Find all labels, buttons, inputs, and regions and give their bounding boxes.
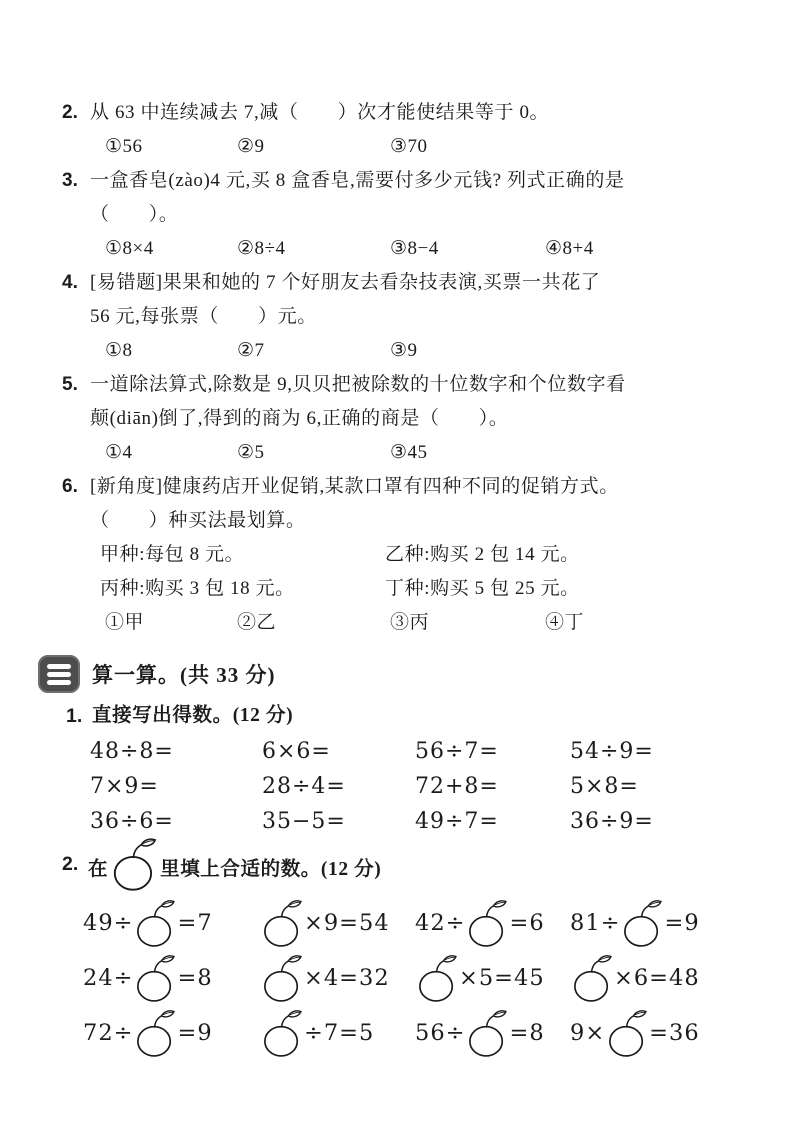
promo-row xyxy=(100,538,793,572)
equation-cell: 7×9= xyxy=(90,774,159,799)
equation-cell: 49÷7= xyxy=(415,809,499,834)
question-text: [新角度]健康药店开业促销,某款口罩有四种不同的促销方式。 xyxy=(90,476,619,497)
equation-post: =8 xyxy=(509,1019,545,1046)
question-number: 5. xyxy=(62,374,78,395)
question-text: （ ）。 xyxy=(90,204,179,225)
question-text: （ ）种买法最划算。 xyxy=(90,510,306,531)
choice-option: ①甲 xyxy=(105,612,145,633)
choice-option: ④8+4 xyxy=(545,238,594,259)
choice-option: ③9 xyxy=(390,340,418,361)
apple-equation xyxy=(415,950,570,1005)
question-text: 从 63 中连续减去 7,减（ ）次才能使结果等于 0。 xyxy=(90,102,550,123)
equation-cell: 36÷6= xyxy=(90,809,174,834)
equation-pre: 9× xyxy=(570,1019,606,1046)
apple-icon xyxy=(133,953,177,1003)
question-line xyxy=(62,300,793,334)
promo-option-text: 丙种:购买 3 包 18 元。 xyxy=(100,578,295,599)
subquestion-title: 直接写出得数。(12 分) xyxy=(92,705,294,726)
apple-icon xyxy=(133,1008,177,1058)
heading-apple-slot xyxy=(108,836,160,898)
equation-cell: 28÷4= xyxy=(262,774,346,799)
three-lines-icon xyxy=(38,655,80,693)
question-block xyxy=(0,96,793,164)
equation-pre: 24÷ xyxy=(83,964,134,991)
apple-icon xyxy=(415,953,459,1003)
question-number-spacer xyxy=(62,504,90,538)
question-line xyxy=(62,164,793,198)
question-number: 6. xyxy=(62,476,78,497)
apple-fill-grid xyxy=(83,895,793,1060)
apple-equation xyxy=(83,1005,260,1060)
question-number-spacer xyxy=(62,198,90,232)
question-line xyxy=(62,368,793,402)
equation-post: =36 xyxy=(649,1019,700,1046)
apple-equation xyxy=(260,950,415,1005)
question-number-spacer xyxy=(62,300,90,334)
direct-calc-grid xyxy=(90,734,793,839)
subquestion-number: 1. xyxy=(66,705,83,727)
choice-option: ③70 xyxy=(390,136,428,157)
equation-cell: 36÷9= xyxy=(570,809,654,834)
question-line xyxy=(62,402,793,436)
apple-equation xyxy=(570,950,793,1005)
apple-icon xyxy=(260,898,304,948)
apple-icon xyxy=(465,898,509,948)
equation-post: =9 xyxy=(664,909,700,936)
equation-cell: 6×6= xyxy=(262,739,331,764)
choice-option: ③45 xyxy=(390,442,428,463)
choice-option: ②5 xyxy=(237,442,265,463)
calc-subsection-2 xyxy=(0,839,793,1060)
choice-option: ②9 xyxy=(237,136,265,157)
choice-questions-section xyxy=(0,96,793,640)
question-text: [易错题]果果和她的 7 个好朋友去看杂技表演,买票一共花了 xyxy=(90,272,601,293)
heading-text-post: 里填上合适的数。(12 分) xyxy=(160,859,382,880)
choice-option: ②乙 xyxy=(237,612,277,633)
choice-option: ③丙 xyxy=(390,612,430,633)
choice-option: ①4 xyxy=(105,442,133,463)
promo-row xyxy=(100,572,793,606)
apple-icon xyxy=(605,1008,649,1058)
choice-option: ②8÷4 xyxy=(237,238,286,259)
promo-option-text: 甲种:每包 8 元。 xyxy=(100,544,245,565)
equation-cell: 56÷7= xyxy=(415,739,499,764)
question-number: 2. xyxy=(62,102,78,123)
question-block xyxy=(0,368,793,470)
equation-pre: 56÷ xyxy=(415,1019,466,1046)
question-text: 一盒香皂(zào)4 元,买 8 盒香皂,需要付多少元钱? 列式正确的是 xyxy=(90,170,625,191)
apple-icon xyxy=(620,898,664,948)
question-block xyxy=(0,266,793,368)
choice-option: ①8×4 xyxy=(105,238,154,259)
calc2-heading xyxy=(0,839,793,895)
equation-cell: 54÷9= xyxy=(570,739,654,764)
equation-post: ×9=54 xyxy=(304,909,390,936)
equation-cell: 35−5= xyxy=(262,809,346,834)
equation-post: =8 xyxy=(177,964,213,991)
apple-equation xyxy=(570,895,793,950)
question-line xyxy=(62,266,793,300)
question-number: 3. xyxy=(62,170,78,191)
choice-option: ①56 xyxy=(105,136,143,157)
question-number: 4. xyxy=(62,272,78,293)
question-block xyxy=(0,470,793,640)
apple-equation xyxy=(570,1005,793,1060)
equation-post: =9 xyxy=(177,1019,213,1046)
options-row xyxy=(105,606,793,640)
choice-option: ①8 xyxy=(105,340,133,361)
apple-icon xyxy=(260,953,304,1003)
equation-pre: 49÷ xyxy=(83,909,134,936)
equation-post: ÷7=5 xyxy=(304,1019,375,1046)
question-line xyxy=(62,96,793,130)
question-text: 56 元,每张票（ ）元。 xyxy=(90,306,317,327)
equation-pre: 81÷ xyxy=(570,909,621,936)
question-line xyxy=(62,470,793,504)
promo-option-text: 乙种:购买 2 包 14 元。 xyxy=(385,544,580,565)
apple-icon xyxy=(260,1008,304,1058)
apple-equation xyxy=(83,950,260,1005)
equation-post: =6 xyxy=(509,909,545,936)
question-number-spacer xyxy=(62,402,90,436)
subquestion-number: 2. xyxy=(62,853,79,875)
section-header xyxy=(38,652,793,696)
calc1-heading xyxy=(0,698,793,734)
question-line xyxy=(62,198,793,232)
apple-icon xyxy=(109,836,159,892)
equation-post: ×4=32 xyxy=(304,964,390,991)
apple-icon xyxy=(570,953,614,1003)
apple-icon xyxy=(465,1008,509,1058)
equation-post: ×6=48 xyxy=(614,964,700,991)
calc-subsection-1 xyxy=(0,698,793,839)
apple-equation xyxy=(415,1005,570,1060)
heading-text-pre: 在 xyxy=(88,859,109,880)
choice-option: ②7 xyxy=(237,340,265,361)
question-text: 颠(diān)倒了,得到的商为 6,正确的商是（ ）。 xyxy=(90,408,509,429)
options-row xyxy=(105,334,793,368)
question-text: 一道除法算式,除数是 9,贝贝把被除数的十位数字和个位数字看 xyxy=(90,374,626,395)
equation-post: =7 xyxy=(177,909,213,936)
apple-equation xyxy=(260,1005,415,1060)
promo-option-text: 丁种:购买 5 包 25 元。 xyxy=(385,578,580,599)
options-row xyxy=(105,232,793,266)
equation-cell: 5×8= xyxy=(570,774,639,799)
choice-option: ④丁 xyxy=(545,612,585,633)
equation-cell: 48÷8= xyxy=(90,739,174,764)
section-title: 算一算。(共 33 分) xyxy=(92,663,276,687)
choice-option: ③8−4 xyxy=(390,238,439,259)
equation-cell: 72+8= xyxy=(415,774,499,799)
question-line xyxy=(62,504,793,538)
apple-equation xyxy=(260,895,415,950)
options-row xyxy=(105,436,793,470)
question-block xyxy=(0,164,793,266)
equation-post: ×5=45 xyxy=(459,964,545,991)
equation-pre: 72÷ xyxy=(83,1019,134,1046)
apple-equation xyxy=(83,895,260,950)
apple-icon xyxy=(133,898,177,948)
equation-pre: 42÷ xyxy=(415,909,466,936)
apple-equation xyxy=(415,895,570,950)
options-row xyxy=(105,130,793,164)
